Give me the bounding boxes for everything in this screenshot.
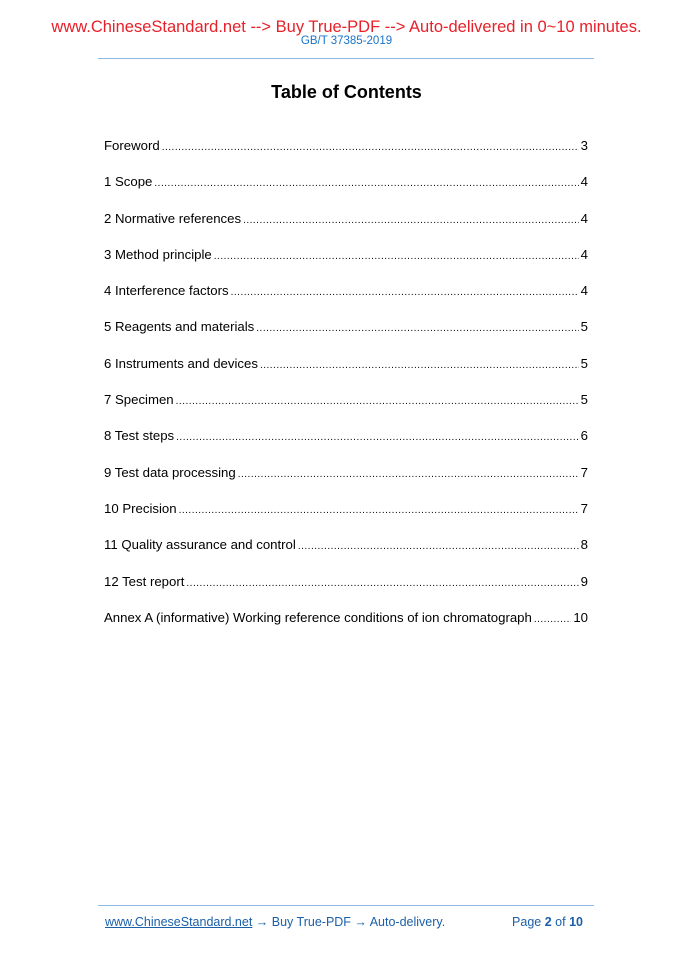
toc-leader-dots <box>186 578 578 589</box>
toc-leader-dots <box>154 178 578 189</box>
toc-entry-foreword[interactable] <box>104 138 588 174</box>
toc-entry-label: 4 Interference factors <box>104 283 229 299</box>
toc-leader-dots <box>162 142 579 153</box>
toc-leader-dots <box>298 541 579 552</box>
toc-leader-dots <box>176 396 579 407</box>
toc-leader-dots <box>534 614 571 625</box>
toc-entry-label: 2 Normative references <box>104 210 242 226</box>
toc-entry-label: 5 Reagents and materials <box>104 319 255 335</box>
toc-entry-page: 7 <box>580 464 588 480</box>
toc-leader-dots <box>176 432 579 443</box>
toc-entry-page: 4 <box>580 210 588 226</box>
page-prefix: Page <box>512 915 542 929</box>
toc-leader-dots <box>243 215 579 226</box>
toc-leader-dots <box>260 360 579 371</box>
toc-entry-label: 1 Scope <box>104 174 153 190</box>
toc-entry-page: 8 <box>580 537 588 553</box>
toc-leader-dots <box>231 287 579 298</box>
toc-entry-instruments-and-devices[interactable] <box>104 356 588 392</box>
toc-entry-page: 7 <box>580 500 588 516</box>
footer-divider <box>98 905 594 906</box>
toc-entry-reagents-and-materials[interactable] <box>104 319 588 355</box>
toc-entry-label: 10 Precision <box>104 500 177 516</box>
toc-entry-normative-references[interactable] <box>104 211 588 247</box>
toc-entry-page: 3 <box>580 138 588 153</box>
footer-promo <box>105 915 445 929</box>
toc-entry-page: 6 <box>580 428 588 444</box>
toc-entry-annex-a[interactable] <box>104 610 588 646</box>
toc-entry-quality-assurance[interactable] <box>104 537 588 573</box>
toc-entry-label: 7 Specimen <box>104 392 174 408</box>
toc-entry-page: 4 <box>580 283 588 299</box>
toc-entry-page: 5 <box>580 392 588 408</box>
toc-entry-page: 5 <box>580 319 588 335</box>
standard-code: GB/T 37385-2019 <box>300 35 393 47</box>
toc-entry-scope[interactable] <box>104 174 588 210</box>
page-total: 10 <box>569 915 583 929</box>
toc-entry-test-steps[interactable] <box>104 428 588 464</box>
page-of: of <box>555 915 566 929</box>
toc-entry-page: 4 <box>580 246 588 262</box>
toc-leader-dots <box>256 323 578 334</box>
page-title: Table of Contents <box>271 82 422 102</box>
toc-entry-label: 11 Quality assurance and control <box>104 537 296 553</box>
toc-entry-page: 10 <box>573 609 588 625</box>
toc-entry-label: 12 Test report <box>104 573 185 589</box>
toc-entry-precision[interactable] <box>104 501 588 537</box>
toc-leader-dots <box>238 469 579 480</box>
toc-entry-page: 5 <box>580 355 588 371</box>
page-current: 2 <box>544 915 552 929</box>
page-number <box>512 915 583 929</box>
toc-entry-label: 9 Test data processing <box>104 464 236 480</box>
footer-site-link[interactable]: www.ChineseStandard.net <box>105 915 253 929</box>
toc-entry-method-principle[interactable] <box>104 247 588 283</box>
toc-entry-interference-factors[interactable] <box>104 283 588 319</box>
toc-entry-label: 8 Test steps <box>104 428 175 444</box>
footer-tagline: → Buy True-PDF → Auto-delivery. <box>252 915 446 929</box>
top-banner[interactable]: www.ChineseStandard.net --> Buy True-PDF --> Auto-delivered in 0~10 minutes. <box>51 18 642 36</box>
toc-entry-page: 4 <box>580 174 588 190</box>
toc-entry-label: 3 Method principle <box>104 246 212 262</box>
toc-entry-test-data-processing[interactable] <box>104 465 588 501</box>
toc-entry-label: Foreword <box>104 138 160 153</box>
toc-entry-test-report[interactable] <box>104 574 588 610</box>
toc-entry-label: Annex A (informative) Working reference conditions of ion chromatograph <box>104 609 532 625</box>
toc-list <box>104 138 588 646</box>
toc-leader-dots <box>179 505 579 516</box>
toc-entry-label: 6 Instruments and devices <box>104 355 258 371</box>
toc-entry-specimen[interactable] <box>104 392 588 428</box>
toc-entry-page: 9 <box>580 573 588 589</box>
header-divider <box>98 58 594 59</box>
toc-leader-dots <box>214 251 579 262</box>
